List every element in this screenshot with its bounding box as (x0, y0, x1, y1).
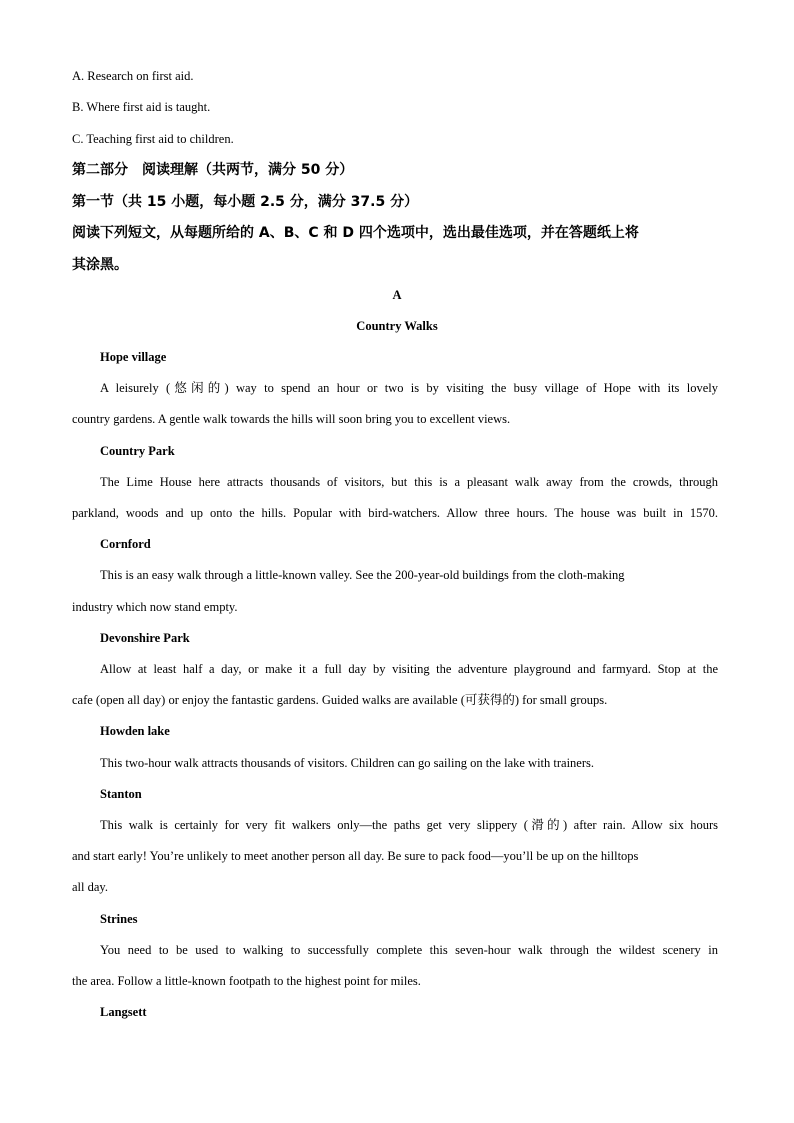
subsection-heading: 第一节（共 15 小题，每小题 2.5 分，满分 37.5 分） (72, 194, 419, 210)
entry-heading-country-park: Country Park (100, 444, 175, 458)
entry-heading-langsett: Langsett (100, 1005, 147, 1019)
entry-text-line: the area. Follow a little-known footpath to the highest point for miles. (72, 974, 421, 988)
entry-text-line: industry which now stand empty. (72, 600, 238, 614)
passage-letter: A (392, 288, 402, 302)
entry-text-line: The Lime House here attracts thousands of visitors, but this is a pleasant walk away from the crowds, through (100, 475, 718, 489)
entry-text-line: This walk is certainly for very fit walkers only—the paths get very slippery (滑的) after rain. Allow six hours (100, 818, 718, 832)
entry-text-line: country gardens. A gentle walk towards the hills will soon bring you to excellent views. (72, 412, 511, 426)
option-c: C. Teaching first aid to children. (72, 132, 234, 146)
entry-heading-cornford: Cornford (100, 537, 151, 551)
entry-heading-howden-lake: Howden lake (100, 724, 170, 738)
entry-text-line: This is an easy walk through a little-known valley. See the 200-year-old buildings from the cloth-making (100, 568, 625, 582)
instruction-line-1: 阅读下列短文，从每题所给的 A、B、C 和 D 四个选项中，选出最佳选项，并在答题纸上将 (72, 225, 639, 241)
entry-heading-devonshire-park: Devonshire Park (100, 631, 190, 645)
instruction-line-2: 其涂黑。 (72, 257, 128, 273)
entry-heading-strines: Strines (100, 912, 138, 926)
entry-text-line: Allow at least half a day, or make it a full day by visiting the adventure playground and farmyard. Stop at the (100, 662, 718, 676)
entry-text-line: cafe (open all day) or enjoy the fantastic gardens. Guided walks are available (可获得的) for small groups. (72, 693, 608, 707)
entry-text-line: parkland, woods and up onto the hills. Popular with bird-watchers. Allow three hours. The house was built in 1570. (72, 506, 718, 520)
entry-text-line: You need to be used to walking to successfully complete this seven-hour walk through the wildest scenery in (100, 943, 718, 957)
entry-text-line: and start early! You’re unlikely to meet another person all day. Be sure to pack food—you’ll be up on the hilltops (72, 849, 639, 863)
entry-text-line: This two-hour walk attracts thousands of visitors. Children can go sailing on the lake with trainers. (100, 756, 595, 770)
entry-heading-stanton: Stanton (100, 787, 142, 801)
option-a: A. Research on first aid. (72, 69, 194, 83)
entry-heading-hope-village: Hope village (100, 350, 167, 364)
entry-text-line: all day. (72, 880, 108, 894)
section-part-heading: 第二部分 阅读理解（共两节，满分 50 分） (72, 162, 354, 178)
passage-title: Country Walks (356, 319, 438, 333)
entry-text-line: A leisurely (悠闲的) way to spend an hour or two is by visiting the busy village of Hope with its lovely (100, 381, 718, 395)
option-b: B. Where first aid is taught. (72, 100, 211, 114)
